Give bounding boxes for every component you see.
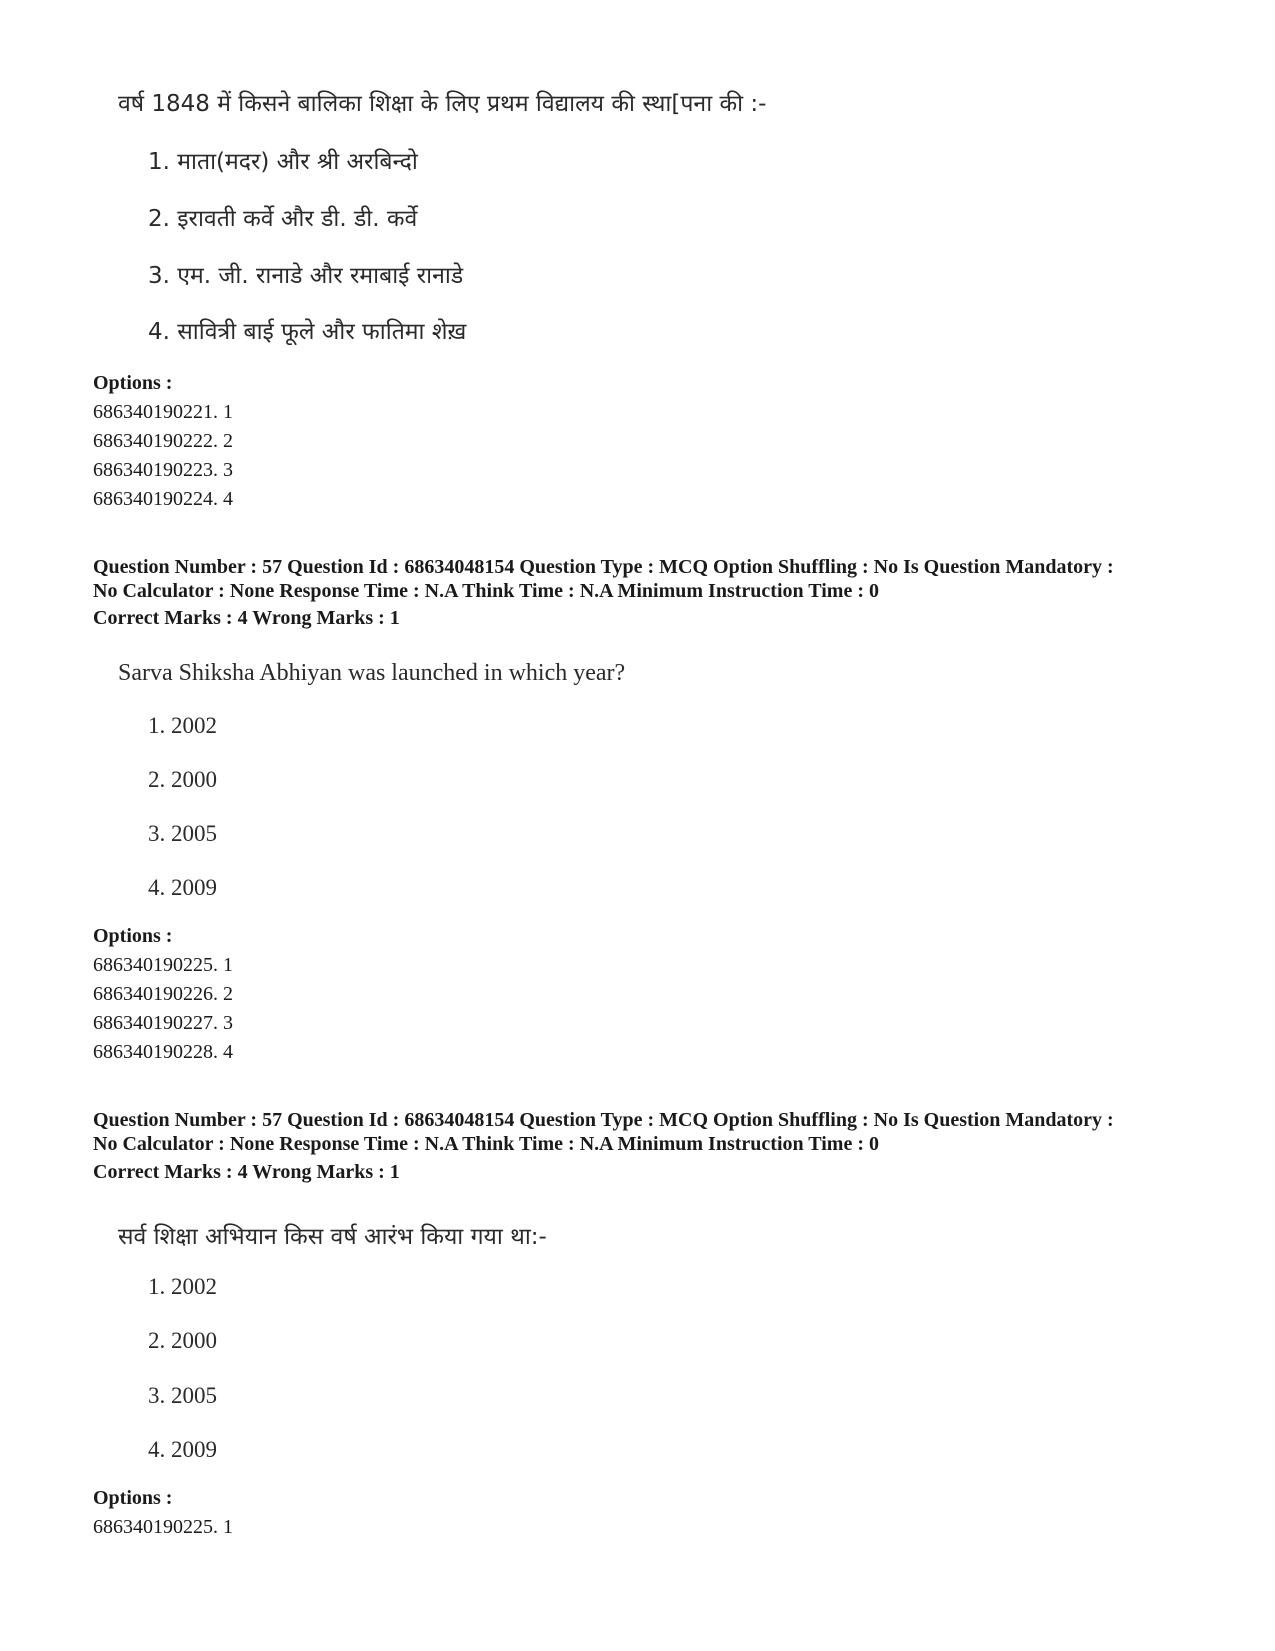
options-label: Options : (93, 925, 173, 947)
option-id-line: 686340190226. 2 (93, 983, 233, 1005)
choice-2: 2. 2000 (148, 767, 217, 792)
option-id-line: 686340190223. 3 (93, 459, 233, 481)
options-label: Options : (93, 372, 173, 394)
choice-3: 3. 2005 (148, 821, 217, 846)
question-text-hindi-1848: वर्ष 1848 में किसने बालिका शिक्षा के लिए प्रथम विद्यालय की स्था[पना की :- (118, 91, 767, 117)
question-meta-line: No Calculator : None Response Time : N.A Think Time : N.A Minimum Instruction Time : 0 (93, 580, 879, 602)
option-id-line: 686340190227. 3 (93, 1012, 233, 1034)
option-id-line: 686340190225. 1 (93, 954, 233, 976)
choice-3: 3. 2005 (148, 1383, 217, 1408)
choice-3: 3. एम. जी. रानाडे और रमाबाई रानाडे (148, 263, 464, 289)
choice-4: 4. 2009 (148, 875, 217, 900)
choice-4: 4. 2009 (148, 1437, 217, 1462)
option-id-line: 686340190221. 1 (93, 401, 233, 423)
option-id-line: 686340190225. 1 (93, 1516, 233, 1538)
choice-1: 1. माता(मदर) और श्री अरबिन्दो (148, 149, 418, 175)
option-id-line: 686340190222. 2 (93, 430, 233, 452)
options-label: Options : (93, 1487, 173, 1509)
question-text-hindi: सर्व शिक्षा अभियान किस वर्ष आरंभ किया गया था:- (118, 1224, 547, 1250)
question-meta-line: No Calculator : None Response Time : N.A Think Time : N.A Minimum Instruction Time : 0 (93, 1133, 879, 1155)
choice-4: 4. सावित्री बाई फूले और फातिमा शेख़ (148, 319, 467, 345)
option-id-line: 686340190224. 4 (93, 488, 233, 510)
choice-2: 2. 2000 (148, 1328, 217, 1353)
marks-line: Correct Marks : 4 Wrong Marks : 1 (93, 607, 400, 629)
marks-line: Correct Marks : 4 Wrong Marks : 1 (93, 1161, 400, 1183)
choice-1: 1. 2002 (148, 1274, 217, 1299)
question-meta-line: Question Number : 57 Question Id : 68634048154 Question Type : MCQ Option Shuffling : No Is Question Mandatory : (93, 556, 1114, 578)
choice-2: 2. इरावती कर्वे और डी. डी. कर्वे (148, 206, 418, 232)
question-text-english: Sarva Shiksha Abhiyan was launched in which year? (118, 660, 626, 686)
choice-1: 1. 2002 (148, 713, 217, 738)
option-id-line: 686340190228. 4 (93, 1041, 233, 1063)
question-meta-line: Question Number : 57 Question Id : 68634048154 Question Type : MCQ Option Shuffling : No Is Question Mandatory : (93, 1109, 1114, 1131)
